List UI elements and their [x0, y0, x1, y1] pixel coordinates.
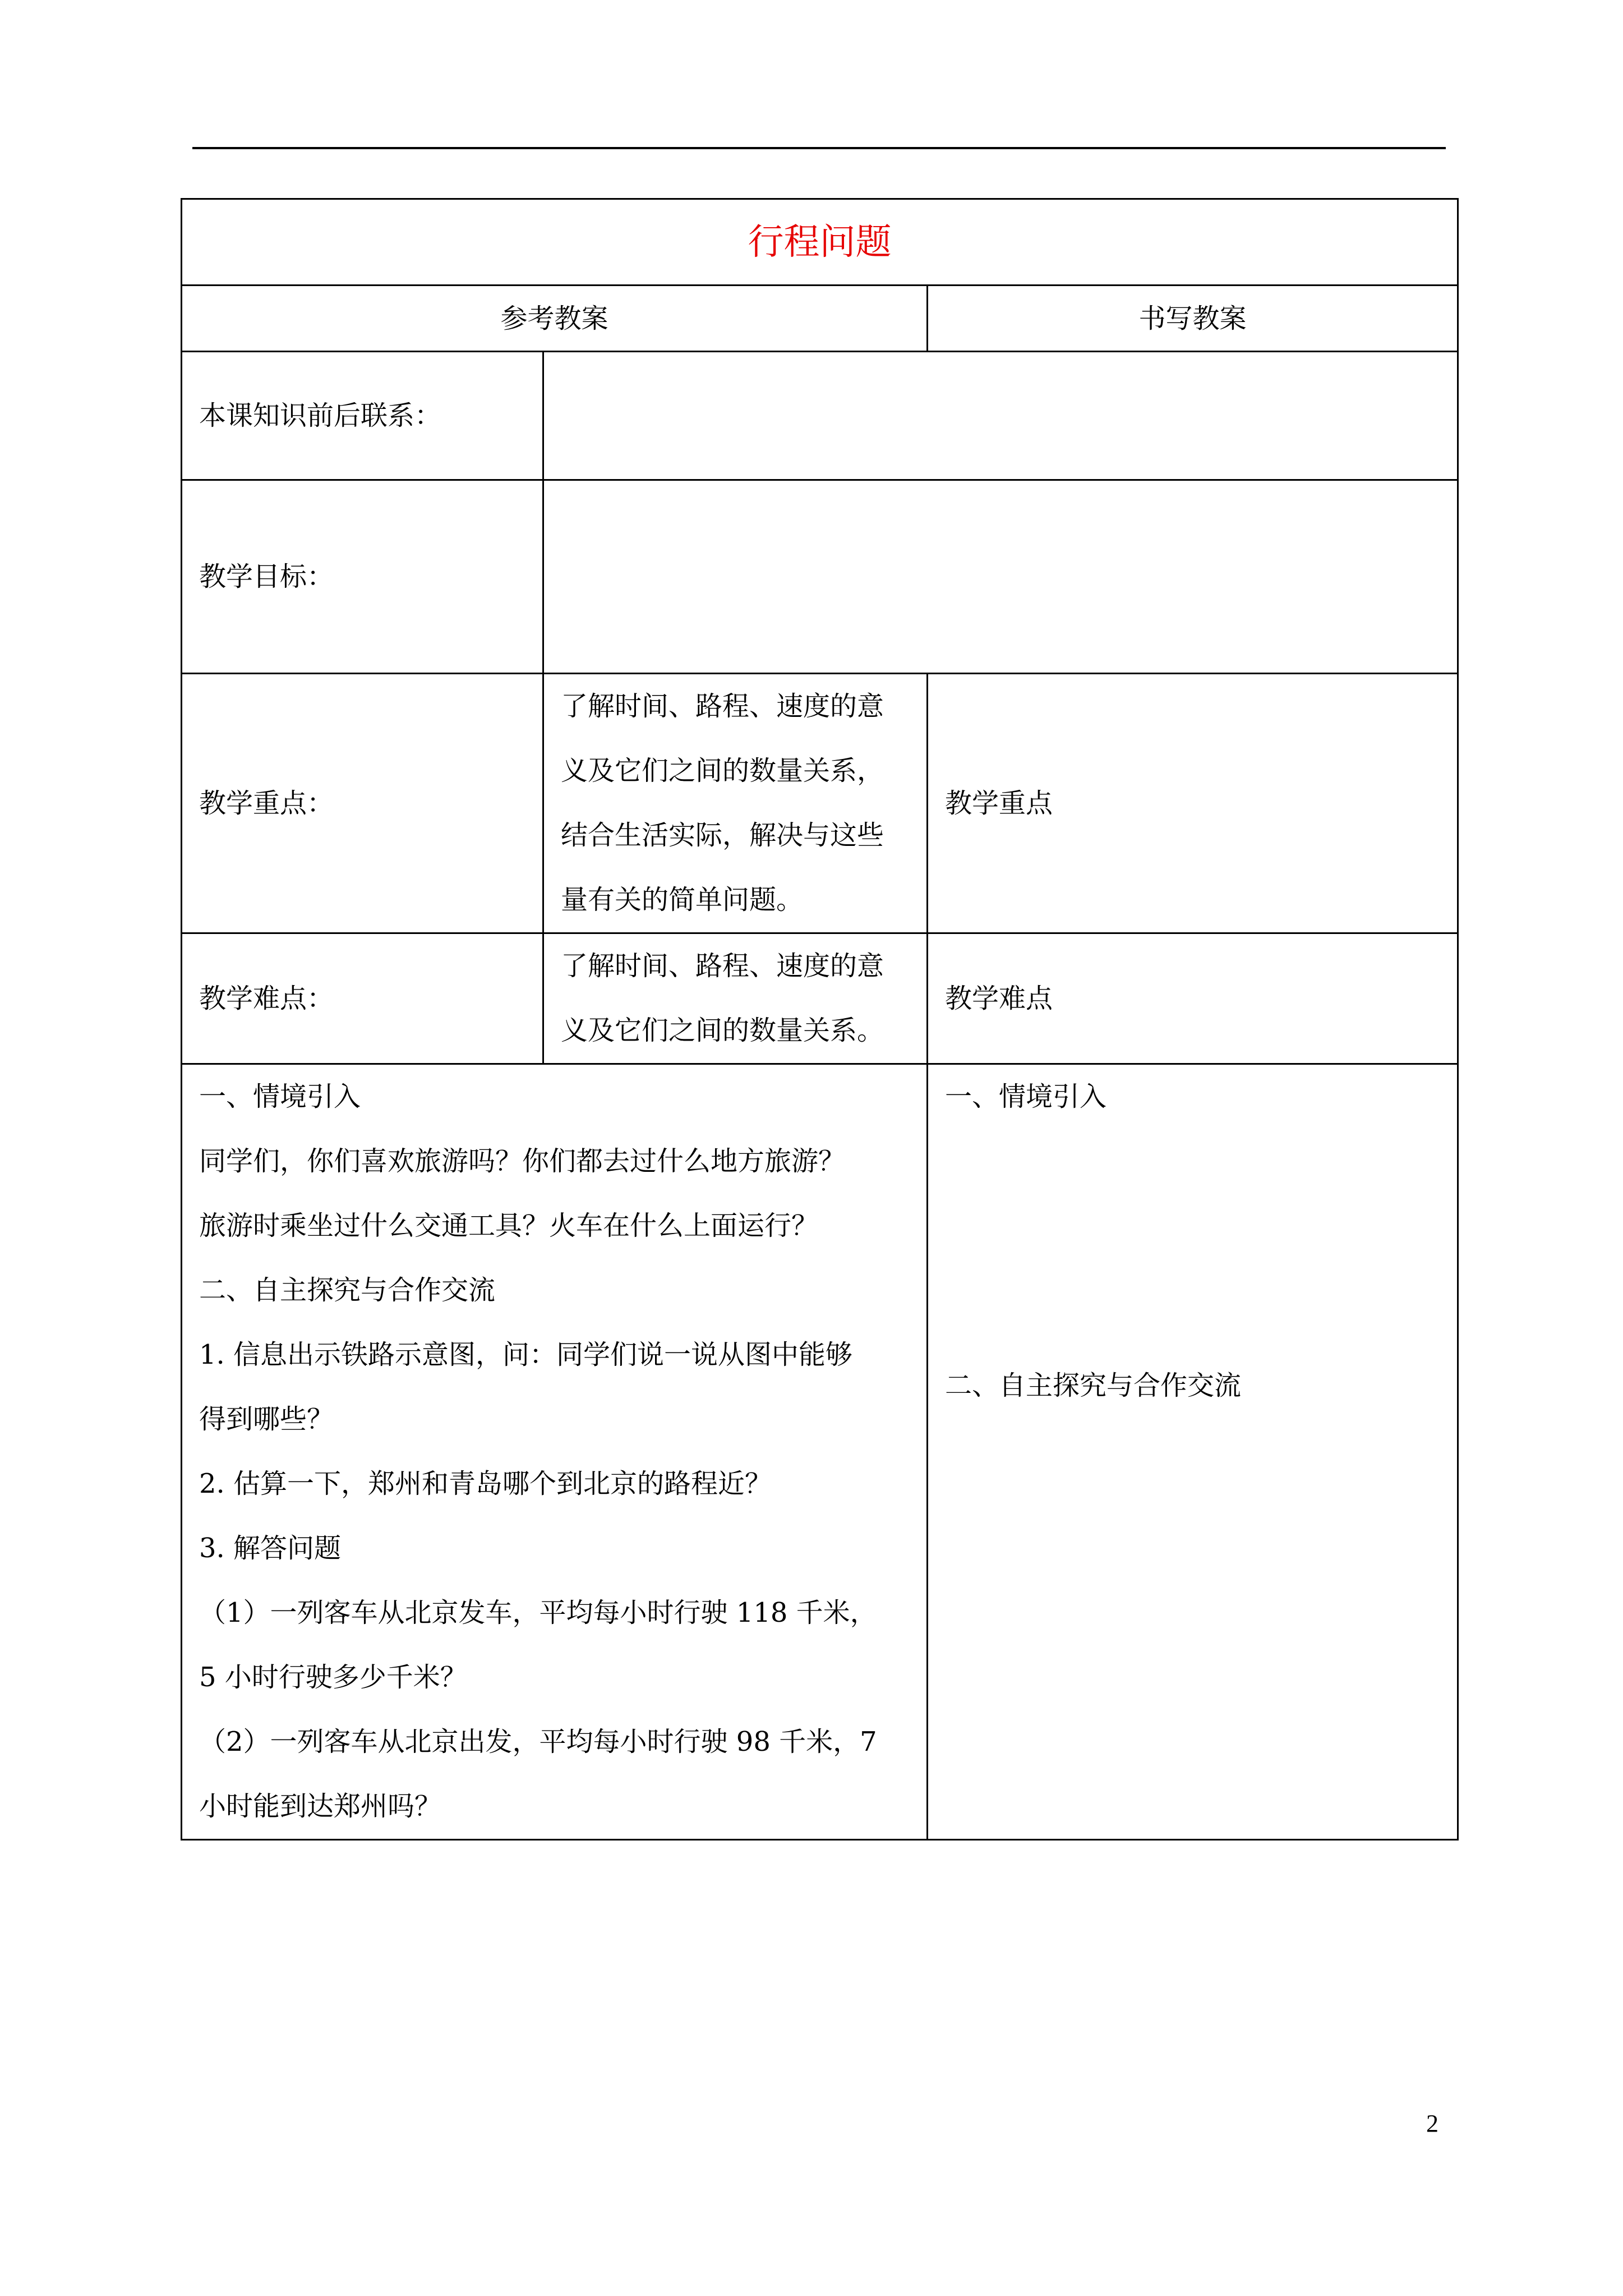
- key-points-line: 义及它们之间的数量关系，: [561, 755, 884, 786]
- lesson-plan-table: [181, 198, 1459, 1841]
- process-line: 5 小时行驶多少千米？: [199, 1662, 467, 1693]
- objectives-label: 教学目标：: [182, 480, 543, 674]
- key-points-line: 了解时间、路程、速度的意: [561, 691, 884, 722]
- difficulties-content: [543, 933, 928, 1064]
- process-line: 3. 解答问题: [199, 1533, 342, 1564]
- process-writing: [928, 1064, 1458, 1840]
- key-points-label: 教学重点：: [182, 674, 543, 933]
- difficulties-line: 了解时间、路程、速度的意: [561, 950, 884, 982]
- writing-plan-header: 书写教案: [928, 286, 1458, 352]
- process-line: （2）一列客车从北京出发，平均每小时行驶 98 千米，7: [199, 1726, 877, 1757]
- process-line: 1. 信息出示铁路示意图，问：同学们说一说从图中能够: [199, 1339, 853, 1370]
- process-line: 得到哪些？: [199, 1404, 334, 1435]
- process-writing-gap: [945, 1241, 1457, 1354]
- process-writing-gap: [945, 1129, 1457, 1241]
- page-number: 2: [1426, 2110, 1438, 2137]
- key-points-line: 结合生活实际，解决与这些: [561, 820, 884, 851]
- lesson-title: 行程问题: [182, 199, 1458, 286]
- process-line: 小时能到达郑州吗？: [199, 1791, 442, 1822]
- header-rule: [192, 147, 1446, 149]
- objectives-content: [543, 480, 1458, 674]
- difficulties-line: 义及它们之间的数量关系。: [561, 1015, 884, 1046]
- knowledge-link-content: [543, 352, 1458, 480]
- key-points-writing: 教学重点: [928, 674, 1458, 933]
- process-line: （1）一列客车从北京发车，平均每小时行驶 118 千米，: [199, 1597, 877, 1628]
- key-points-content: [543, 674, 928, 933]
- process-line: 同学们，你们喜欢旅游吗？你们都去过什么地方旅游？: [199, 1145, 846, 1177]
- key-points-row: [182, 674, 1458, 933]
- difficulties-row: [182, 933, 1458, 1064]
- process-content: [182, 1064, 928, 1840]
- difficulties-label: 教学难点：: [182, 933, 543, 1064]
- reference-plan-header: 参考教案: [182, 286, 928, 352]
- knowledge-link-row: [182, 352, 1458, 480]
- process-line: 二、自主探究与合作交流: [199, 1274, 496, 1306]
- knowledge-link-label: 本课知识前后联系：: [182, 352, 543, 480]
- objectives-row: [182, 480, 1458, 674]
- process-row: [182, 1064, 1458, 1840]
- difficulties-writing: 教学难点: [928, 933, 1458, 1064]
- process-line: 旅游时乘坐过什么交通工具？火车在什么上面运行？: [199, 1210, 819, 1241]
- key-points-line: 量有关的简单问题。: [561, 884, 804, 915]
- process-line: 2. 估算一下，郑州和青岛哪个到北京的路程近？: [199, 1468, 772, 1499]
- process-writing-line: 二、自主探究与合作交流: [945, 1370, 1242, 1401]
- process-writing-line: 一、情境引入: [945, 1081, 1107, 1112]
- process-line: 一、情境引入: [199, 1081, 361, 1112]
